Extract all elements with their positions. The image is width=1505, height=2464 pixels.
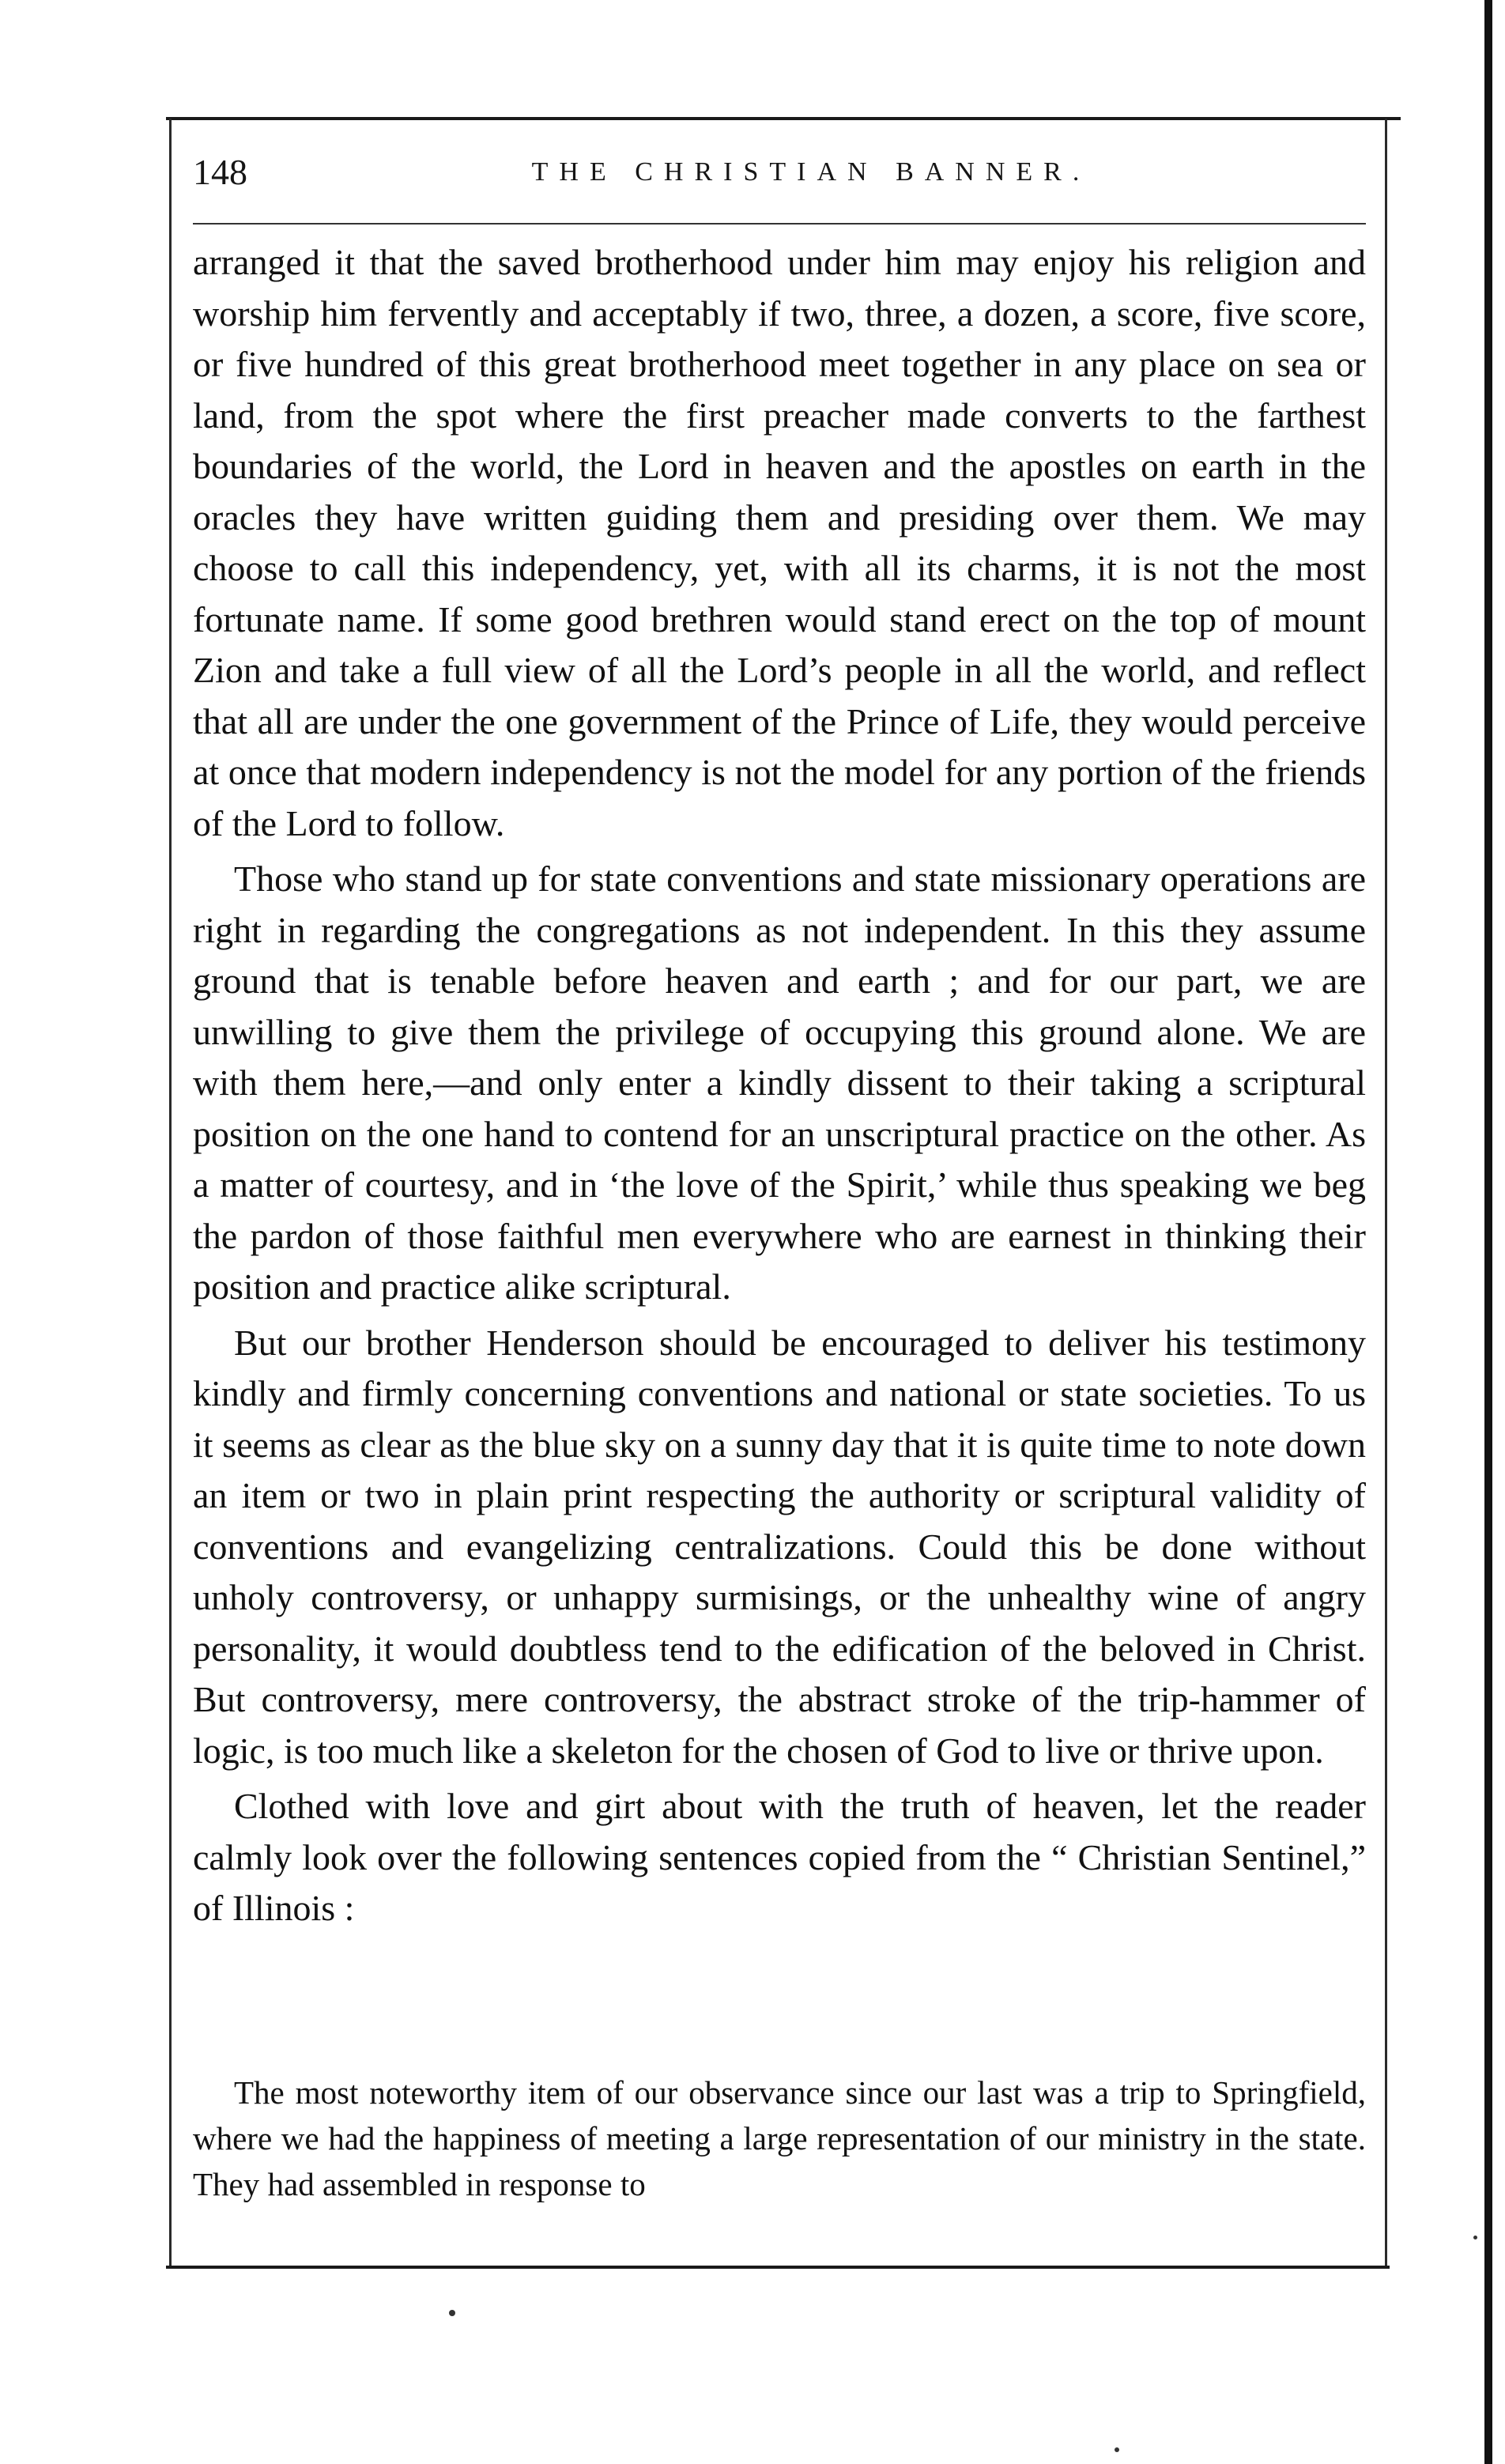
page-edge-shadow — [1484, 0, 1492, 2464]
running-head — [193, 141, 1366, 204]
frame-bottom-border — [166, 2266, 1390, 2269]
ink-speck — [1115, 2447, 1119, 2452]
header-rule — [193, 223, 1366, 225]
frame-top-border — [166, 117, 1401, 120]
ink-speck — [1473, 2236, 1477, 2239]
frame-left-border — [169, 119, 172, 2266]
paragraph-2: Those who stand up for state conventions and state missionary operations are right in regarding the congregations as not independent. In this they assume ground that is tenable before heaven and earth ; and for our part, we are unwilling to give them the privilege of occupying this ground alone. We are with them here,—and only enter a kindly dissent to their taking a scriptural position on the one hand to contend for an unscriptural practice on the other. As a matter of courtesy, and in ‘the love of the Spirit,’ while thus speaking we beg the pardon of those faithful men everywhere who are earnest in thinking their position and practice alike scriptural. — [193, 858, 1366, 1307]
quote-paragraph: The most noteworthy item of our observance since our last was a trip to Springfield, where we had the happiness of meeting a large representation of our ministry in the state. They had assembled in response to — [193, 2074, 1366, 2202]
frame-right-border — [1385, 119, 1387, 2266]
paragraph-1: arranged it that the saved brotherhood under him may enjoy his religion and worship him fervently and acceptably if two, three, a dozen, a score, five score, or five hundred of this great brotherhood meet together in any place on sea or land, from the spot where the first preacher made converts to the farthest boundaries of the world, the Lord in heaven and the apostles on earth in the oracles they have written guiding them and presiding over them. We may choose to call this independency, yet, with all its charms, it is not the most fortunate name. If some good brethren would stand erect on the top of mount Zion and take a full view of all the Lord’s people in all the world, and reflect that all are under the one government of the Prince of Life, they would perceive at once that modern independency is not the model for any portion of the friends of the Lord to follow. — [193, 242, 1366, 843]
running-title: THE CHRISTIAN BANNER. — [531, 157, 1091, 187]
paragraph-3: But our brother Henderson should be encouraged to deliver his testimony kindly and firmly concerning conventions and national or state societies. To us it seems as clear as the blue sky on a sunny day that it is quite time to note down an item or two in plain print respecting the authority or scriptural validity of conventions and evangelizing centralizations. Could this be done without unholy controversy, or unhappy surmisings, or the unhealthy wine of angry personality, it would doubtless tend to the edification of the beloved in Christ. But controversy, mere controversy, the abstract stroke of the trip-hammer of logic, is too much like a skeleton for the chosen of God to live or thrive upon. — [193, 1322, 1366, 1771]
article-body — [193, 237, 1366, 1934]
ink-speck — [449, 2310, 455, 2316]
quoted-extract — [193, 2070, 1366, 2207]
paragraph-4: Clothed with love and girt about with the truth of heaven, let the reader calmly look over the following sentences copied from the “ Christian Sentinel,” of Illinois : — [193, 1786, 1366, 1928]
page-number: 148 — [193, 152, 247, 192]
